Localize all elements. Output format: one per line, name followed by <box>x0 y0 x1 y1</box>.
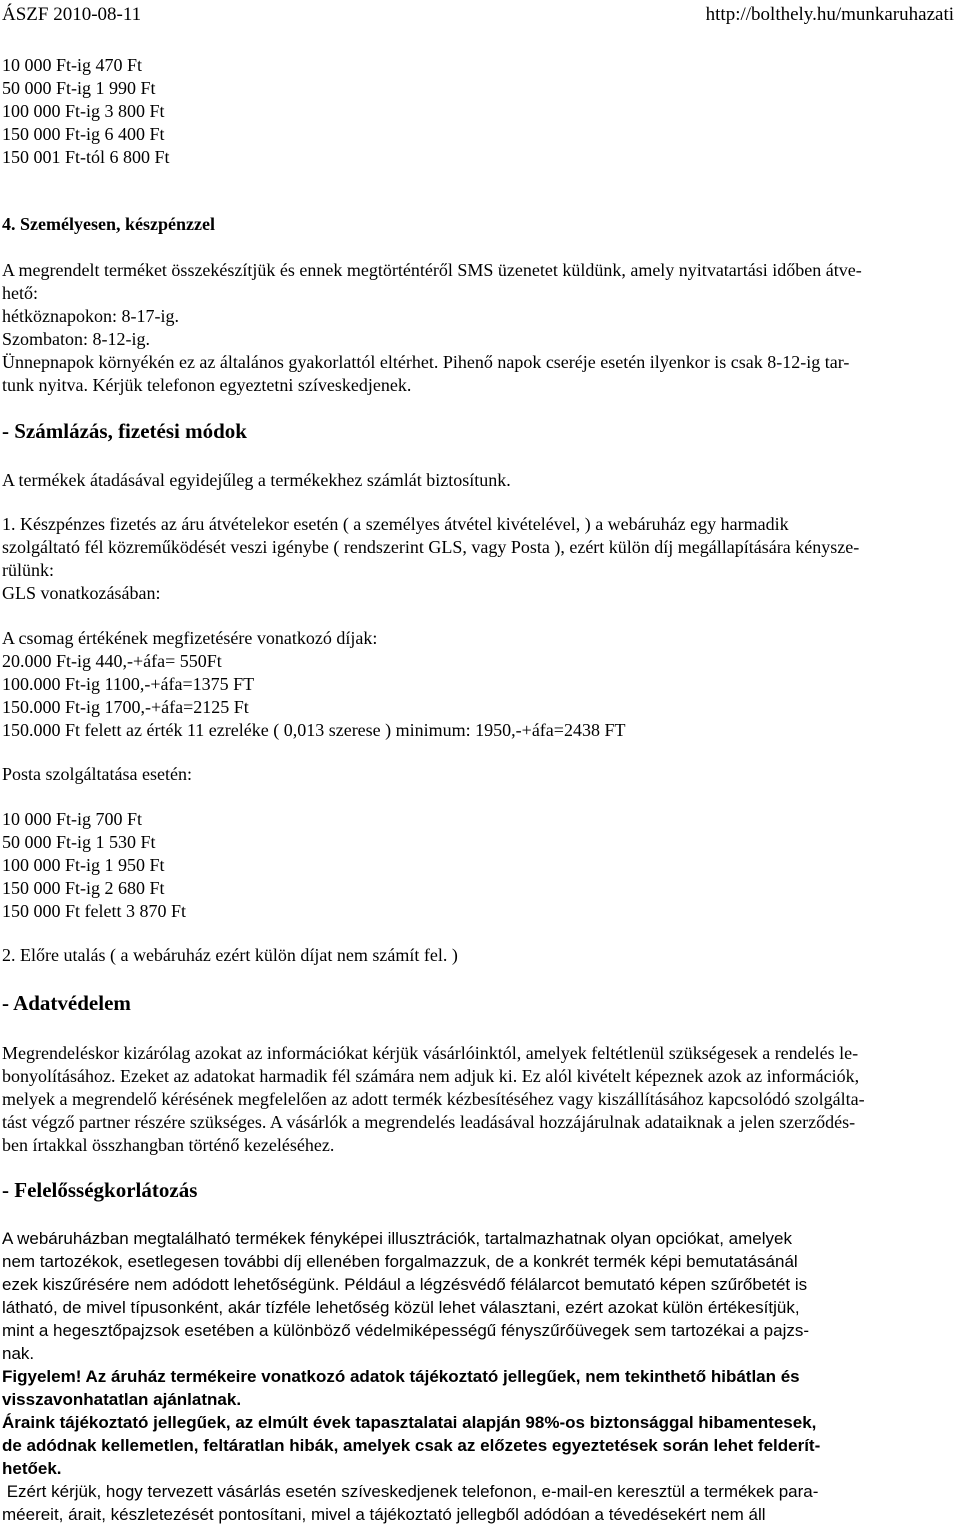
posta-title: Posta szolgáltatása esetén: <box>2 764 192 784</box>
paragraph-line: Ünnepnapok környékén ez az általános gyakorlattól eltérhet. Pihenő napok cseréje esetén ilyenkor is csak 8-12-ig tar- <box>2 352 850 372</box>
paragraph-line: mint a hegesztőpajzsok esetében a különböző védelmiképességű fényszűrőüvegek sem tartozékai a pajzs- <box>2 1321 810 1340</box>
paragraph-line: Szombaton: 8-12-ig. <box>2 329 150 349</box>
list-item: 150 000 Ft felett 3 870 Ft <box>2 901 186 921</box>
list-item: 100 000 Ft-ig 3 800 Ft <box>2 101 165 121</box>
list-item: 20.000 Ft-ig 440,-+áfa= 550Ft <box>2 651 222 671</box>
privacy-text <box>2 1042 952 1157</box>
list-item: 100.000 Ft-ig 1100,-+áfa=1375 FT <box>2 674 255 694</box>
paragraph-line: nak. <box>2 1344 35 1363</box>
liability-warning <box>2 1365 952 1480</box>
paragraph-line: hető: <box>2 283 38 303</box>
paragraph-line: Ezért kérjük, hogy tervezett vásárlás esetén szíveskedjenek telefonon, e-mail-en keresztül a termékek para- <box>2 1482 819 1501</box>
paragraph-line: de adódnak kellemetlen, feltáratlan hibák, amelyek csak az előzetes egyeztetések során lehet felderít- <box>2 1436 821 1455</box>
paragraph-line: ezek kiszűrésére nem adódott lehetőségünk. Például a légzésvédő félálarcot bemutató képen szűrőbetét is <box>2 1275 808 1294</box>
postage-rate-list <box>2 54 952 169</box>
list-item: 100 000 Ft-ig 1 950 Ft <box>2 855 165 875</box>
list-item: 50 000 Ft-ig 1 990 Ft <box>2 78 156 98</box>
paragraph-line: melyek a megrendelő kérésének megfelelően az adott termék kézbesítéséhez vagy kiszállításához kapcsolódó szolgálta- <box>2 1089 865 1109</box>
cash-payment-text <box>2 513 952 605</box>
list-item: 150 001 Ft-tól 6 800 Ft <box>2 147 170 167</box>
paragraph-line: nem tartozékok, esetlegesen további díj ellenében forgalmazzuk, de a konkrét termék képi bemutatásánál <box>2 1252 798 1271</box>
list-item: 10 000 Ft-ig 700 Ft <box>2 809 143 829</box>
list-item: 10 000 Ft-ig 470 Ft <box>2 55 143 75</box>
section-heading-privacy: - Adatvédelem <box>2 991 131 1015</box>
list-item: A csomag értékének megfizetésére vonatkozó díjak: <box>2 628 378 648</box>
personal-pickup-text <box>2 259 952 397</box>
paragraph-line: ben írtakkal összhangban történő kezeléséhez. <box>2 1135 335 1155</box>
list-item: 150.000 Ft felett az érték 11 ezreléke ( 0,013 szerese ) minimum: 1950,-+áfa=2438 FT <box>2 720 626 740</box>
paragraph-line: A megrendelt terméket összekészítjük és ennek megtörténtéről SMS üzenetet küldünk, amely nyitvatartási időben átve- <box>2 260 862 280</box>
paragraph-line: Figyelem! Az áruház termékeire vonatkozó adatok tájékoztató jellegűek, nem tekinthető hibátlan és <box>2 1367 800 1386</box>
paragraph-line: hétköznapokon: 8-17-ig. <box>2 306 179 326</box>
page-header-left: ÁSZF 2010-08-11 <box>2 4 142 25</box>
list-item: 150 000 Ft-ig 6 400 Ft <box>2 124 165 144</box>
paragraph-line: bonyolításához. Ezeket az adatokat harmadik fél számára nem adjuk ki. Ez alól kivételt képeznek azok az információk, <box>2 1066 860 1086</box>
paragraph-line: Áraink tájékoztató jellegűek, az elmúlt évek tapasztalatai alapján 98%-os biztonsággal hibamentesek, <box>2 1413 817 1432</box>
list-item: 150.000 Ft-ig 1700,-+áfa=2125 Ft <box>2 697 249 717</box>
paragraph-line: Megrendeléskor kizárólag azokat az információkat kérjük vásárlóinktól, amelyek feltétlenül szükségesek a rendelés le- <box>2 1043 859 1063</box>
gls-fee-list <box>2 627 952 742</box>
paragraph-line: A webáruházban megtalálható termékek fényképei illusztrációk, tartalmazhatnak olyan opciókat, amelyek <box>2 1229 792 1248</box>
paragraph-line: visszavonhatatlan ajánlatnak. <box>2 1390 242 1409</box>
section-heading-personal-pickup: 4. Személyesen, készpénzzel <box>2 214 215 234</box>
liability-closing <box>2 1480 952 1526</box>
list-item: 150 000 Ft-ig 2 680 Ft <box>2 878 165 898</box>
section-heading-liability: - Felelősségkorlátozás <box>2 1178 198 1202</box>
paragraph-line: tunk nyitva. Kérjük telefonon egyeztetni szíveskedjenek. <box>2 375 412 395</box>
liability-text <box>2 1227 952 1365</box>
paragraph-line: GLS vonatkozásában: <box>2 583 161 603</box>
billing-intro: A termékek átadásával egyidejűleg a termékekhez számlát biztosítunk. <box>2 470 511 490</box>
page-header-right: http://bolthely.hu/munkaruhazati <box>705 4 954 25</box>
list-item: 50 000 Ft-ig 1 530 Ft <box>2 832 156 852</box>
transfer-payment: 2. Előre utalás ( a webáruház ezért külön díjat nem számít fel. ) <box>2 945 458 965</box>
paragraph-line: szolgáltató fél közreműködését veszi igénybe ( rendszerint GLS, vagy Posta ), ezért külön díj megállapítására kénysze- <box>2 537 860 557</box>
section-heading-billing: - Számlázás, fizetési módok <box>2 419 247 443</box>
paragraph-line: látható, de mivel típusonként, akár tízféle lehetőség közül lehet választani, ezért azokat külön értékesítjük, <box>2 1298 800 1317</box>
paragraph-line: rülünk: <box>2 560 54 580</box>
paragraph-line: hetőek. <box>2 1459 62 1478</box>
paragraph-line: tást végző partner részére szükséges. A vásárlók a megrendelés leadásával hozzájárulnak adataiknak a jelen szerződés- <box>2 1112 856 1132</box>
posta-fee-list <box>2 808 952 923</box>
paragraph-line: 1. Készpénzes fizetés az áru átvételekor esetén ( a személyes átvétel kivételével, ) a webáruház egy harmadik <box>2 514 789 534</box>
paragraph-line: méereit, árait, készletezését pontosítani, mivel a tájékoztató jellegből adódóan a tévedésekért nem áll <box>2 1505 766 1524</box>
